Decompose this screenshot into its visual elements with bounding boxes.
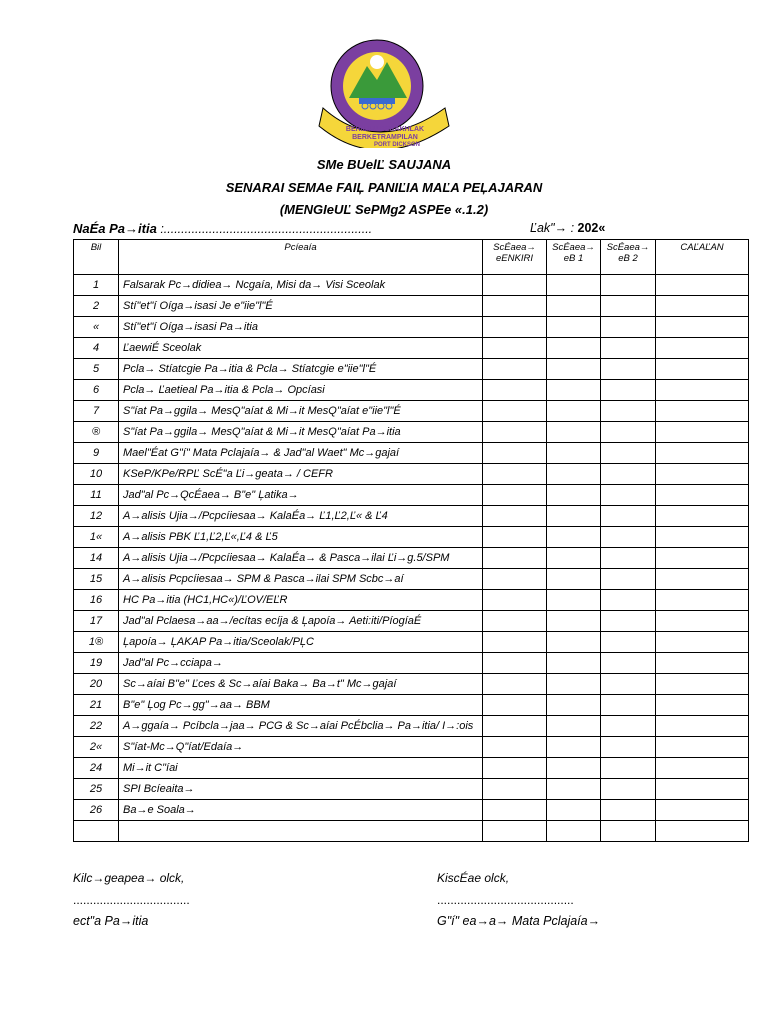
row-check-2-cell[interactable]	[601, 758, 656, 779]
prepared-by-label: Kilc→geapea→ olck,	[73, 871, 185, 885]
row-check-1-cell[interactable]	[547, 401, 601, 422]
checked-by-role: G"í" ea→a→ Mata Pclajaía→	[437, 914, 601, 928]
table-row	[74, 674, 749, 695]
panel-name-label: NaÉa Pa→itia	[73, 221, 157, 236]
row-number: 1«	[74, 527, 119, 548]
table-row	[74, 695, 749, 716]
row-item: A→alisis PBK Ľ1,Ľ2,Ľ«,Ľ4 & Ľ5	[119, 527, 483, 548]
row-item: Mael"Éat G"í" Mata Pclajaía→ & Jad"al Waet" Mc→gajaí	[119, 443, 483, 464]
row-item: S"íat Pa→ggila→ MesQ"aíat & Mi→it MesQ"aíat e"iie"l"É	[119, 401, 483, 422]
row-number: 22	[74, 716, 119, 737]
row-check-1-cell[interactable]	[547, 380, 601, 401]
table-row	[74, 590, 749, 611]
col-header-notes: CAĽAĽAN	[656, 240, 749, 275]
row-number: 4	[74, 338, 119, 359]
row-item: Pcla→ Ľaetieal Pa→itia & Pcla→ Opcíasi	[119, 380, 483, 401]
row-notes-cell[interactable]	[656, 737, 749, 758]
row-check-1-cell[interactable]	[547, 275, 601, 296]
row-number: 24	[74, 758, 119, 779]
row-check-1-cell[interactable]	[547, 758, 601, 779]
row-check-1-cell[interactable]	[547, 506, 601, 527]
row-notes-cell[interactable]	[656, 632, 749, 653]
col-header-self-check: ScÉaea→ eENKIRI	[483, 240, 547, 275]
school-name: SMe BUelĽ SAUJANA	[316, 157, 452, 172]
table-row	[74, 317, 749, 338]
year-label: Ľak"→ :	[530, 221, 575, 235]
row-notes-cell[interactable]	[656, 485, 749, 506]
row-notes-cell[interactable]	[656, 422, 749, 443]
row-self-check-cell[interactable]	[483, 443, 547, 464]
table-row	[74, 296, 749, 317]
row-self-check-cell[interactable]	[483, 359, 547, 380]
row-check-2-cell[interactable]	[601, 695, 656, 716]
row-self-check-cell[interactable]	[483, 464, 547, 485]
year-value: 202«	[577, 221, 606, 235]
row-notes-cell[interactable]	[656, 548, 749, 569]
table-row	[74, 359, 749, 380]
row-self-check-cell[interactable]	[483, 548, 547, 569]
row-number: 5	[74, 359, 119, 380]
checked-by-signature-line: .........................................	[437, 893, 574, 907]
row-notes-cell[interactable]	[656, 590, 749, 611]
row-self-check-cell[interactable]	[483, 569, 547, 590]
row-self-check-cell[interactable]	[483, 296, 547, 317]
row-number: 1	[74, 275, 119, 296]
row-self-check-cell[interactable]	[483, 653, 547, 674]
row-notes-cell[interactable]	[656, 275, 749, 296]
row-check-2-cell[interactable]	[601, 548, 656, 569]
row-check-2-cell[interactable]	[601, 485, 656, 506]
row-self-check-cell[interactable]	[483, 779, 547, 800]
row-item: A→alisis Ujia→/Pcpcíiesaa→ KalaÉa→ Ľ1,Ľ2,Ľ« & Ľ4	[119, 506, 483, 527]
row-check-2-cell[interactable]	[601, 737, 656, 758]
col-header-item: Pcíeaía	[119, 240, 483, 275]
row-number: 16	[74, 590, 119, 611]
row-notes-cell[interactable]	[656, 359, 749, 380]
table-row	[74, 338, 749, 359]
row-check-2-cell[interactable]	[601, 611, 656, 632]
row-item: Falsarak Pc→didiea→ Ncgaía, Misi da→ Visi Sceolak	[119, 275, 483, 296]
row-number: 11	[74, 485, 119, 506]
document-title: SENARAI SEMAe FAIĻ PANIĽIA MAĽA PEĻAJARAN	[225, 180, 543, 195]
row-self-check-cell[interactable]	[483, 674, 547, 695]
row-check-2-cell[interactable]	[601, 275, 656, 296]
prepared-by-signature-line: ...................................	[73, 893, 190, 907]
table-row	[74, 275, 749, 296]
table-row	[74, 569, 749, 590]
row-number: 2	[74, 296, 119, 317]
table-row	[74, 506, 749, 527]
row-self-check-cell[interactable]	[483, 338, 547, 359]
row-check-1-cell[interactable]	[547, 443, 601, 464]
row-notes-cell[interactable]	[656, 779, 749, 800]
row-notes-cell[interactable]	[656, 380, 749, 401]
school-logo	[315, 36, 453, 148]
row-item: Pcla→ Stíatcgie Pa→itia & Pcla→ Stíatcgie e"iie"l"É	[119, 359, 483, 380]
row-check-2-cell[interactable]	[601, 296, 656, 317]
document-subtitle: (MENGIeUĽ SePMg2 ASPEe «.1.2)	[279, 202, 489, 217]
table-row	[74, 800, 749, 821]
year-line	[530, 221, 605, 235]
table-row	[74, 653, 749, 674]
row-check-1-cell[interactable]	[547, 737, 601, 758]
panel-name-dots: :............................................................	[160, 222, 373, 236]
row-self-check-cell[interactable]	[483, 401, 547, 422]
row-number: 17	[74, 611, 119, 632]
row-notes-cell[interactable]	[656, 338, 749, 359]
row-check-1-cell[interactable]	[547, 296, 601, 317]
row-notes-cell[interactable]	[656, 296, 749, 317]
row-self-check-cell[interactable]	[483, 695, 547, 716]
row-notes-cell[interactable]	[656, 569, 749, 590]
row-item: B"e" Ļog Pc→gg"→aa→ BBM	[119, 695, 483, 716]
panel-name-line	[73, 221, 372, 236]
row-item: HC Pa→itia (HC1,HC«)/ĽOV/EĽR	[119, 590, 483, 611]
row-number: 25	[74, 779, 119, 800]
row-check-1-cell[interactable]	[547, 464, 601, 485]
row-number: 15	[74, 569, 119, 590]
table-row	[74, 632, 749, 653]
row-number: 10	[74, 464, 119, 485]
row-check-2-cell[interactable]	[601, 506, 656, 527]
row-notes-cell[interactable]	[656, 464, 749, 485]
row-notes-cell[interactable]	[656, 443, 749, 464]
row-number: 14	[74, 548, 119, 569]
row-check-1-cell[interactable]	[547, 569, 601, 590]
row-item: ĽaewiÉ Sceolak	[119, 338, 483, 359]
row-notes-cell[interactable]	[656, 401, 749, 422]
row-number: 7	[74, 401, 119, 422]
row-check-2-cell[interactable]	[601, 464, 656, 485]
row-check-1-cell[interactable]	[547, 422, 601, 443]
table-row	[74, 548, 749, 569]
row-check-2-cell[interactable]	[601, 443, 656, 464]
table-row	[74, 779, 749, 800]
row-check-1-cell[interactable]	[547, 317, 601, 338]
row-check-2-cell[interactable]	[601, 380, 656, 401]
row-item: Ba→e Soala→	[119, 800, 483, 821]
row-check-1-cell[interactable]	[547, 779, 601, 800]
row-item: Jad"al Pc→QcÉaea→ B"e" Ļatika→	[119, 485, 483, 506]
row-self-check-cell[interactable]	[483, 632, 547, 653]
row-check-2-cell[interactable]	[601, 422, 656, 443]
row-check-2-cell[interactable]	[601, 338, 656, 359]
row-check-2-cell[interactable]	[601, 590, 656, 611]
file-checklist-table	[73, 239, 749, 842]
row-self-check-cell[interactable]	[483, 716, 547, 737]
row-number	[74, 821, 119, 842]
logo-banner-text: BERILMU BERAKHLAK	[345, 126, 425, 133]
row-notes-cell[interactable]	[656, 800, 749, 821]
row-check-1-cell[interactable]	[547, 527, 601, 548]
table-row	[74, 485, 749, 506]
row-notes-cell[interactable]	[656, 821, 749, 842]
row-item: Mi→it C"íai	[119, 758, 483, 779]
row-self-check-cell[interactable]	[483, 821, 547, 842]
row-check-1-cell[interactable]	[547, 590, 601, 611]
row-notes-cell[interactable]	[656, 317, 749, 338]
table-row	[74, 401, 749, 422]
row-item: Jad"al Pclaesa→aa→/ecítas ecíja & Ļapoía→ Aeti:iti/PíogíaÉ	[119, 611, 483, 632]
row-check-1-cell[interactable]	[547, 674, 601, 695]
row-number: 1®	[74, 632, 119, 653]
row-check-1-cell[interactable]	[547, 338, 601, 359]
row-self-check-cell[interactable]	[483, 800, 547, 821]
row-check-2-cell[interactable]	[601, 716, 656, 737]
table-row	[74, 758, 749, 779]
row-self-check-cell[interactable]	[483, 380, 547, 401]
row-check-1-cell[interactable]	[547, 359, 601, 380]
row-number: 2«	[74, 737, 119, 758]
row-item: Sc→aíai B"e" Ľces & Sc→aíai Baka→ Ba→t" Mc→gajaí	[119, 674, 483, 695]
row-check-2-cell[interactable]	[601, 569, 656, 590]
row-check-1-cell[interactable]	[547, 632, 601, 653]
row-check-2-cell[interactable]	[601, 359, 656, 380]
row-check-1-cell[interactable]	[547, 695, 601, 716]
row-notes-cell[interactable]	[656, 758, 749, 779]
col-header-bil: Bil	[74, 240, 119, 275]
row-check-1-cell[interactable]	[547, 485, 601, 506]
table-row	[74, 737, 749, 758]
row-check-2-cell[interactable]	[601, 653, 656, 674]
row-self-check-cell[interactable]	[483, 527, 547, 548]
row-item: KSeP/KPe/RPĽ ScÉ"a Ľi→geata→ / CEFR	[119, 464, 483, 485]
row-check-2-cell[interactable]	[601, 674, 656, 695]
row-notes-cell[interactable]	[656, 674, 749, 695]
row-number: 21	[74, 695, 119, 716]
row-notes-cell[interactable]	[656, 716, 749, 737]
row-check-2-cell[interactable]	[601, 527, 656, 548]
row-item	[119, 821, 483, 842]
row-number: 19	[74, 653, 119, 674]
logo-banner-text: PORT DICKSON	[373, 142, 421, 148]
table-row	[74, 821, 749, 842]
row-check-2-cell[interactable]	[601, 800, 656, 821]
row-self-check-cell[interactable]	[483, 485, 547, 506]
checked-by-label: KisсÉae olck,	[437, 871, 510, 885]
row-check-1-cell[interactable]	[547, 653, 601, 674]
row-notes-cell[interactable]	[656, 653, 749, 674]
col-header-check-2: ScÉaea→ eB 2	[601, 240, 656, 275]
table-row	[74, 716, 749, 737]
row-notes-cell[interactable]	[656, 527, 749, 548]
row-check-1-cell[interactable]	[547, 548, 601, 569]
row-self-check-cell[interactable]	[483, 506, 547, 527]
row-item: S"íat Pa→ggila→ MesQ"aíat & Mi→it MesQ"aíat Pa→itia	[119, 422, 483, 443]
table-row	[74, 611, 749, 632]
row-item: A→alisis Pcpcíiesaa→ SPM & Pasca→ilai SPM Scbc→aí	[119, 569, 483, 590]
table-header-row	[74, 240, 749, 275]
table-row	[74, 443, 749, 464]
row-check-2-cell[interactable]	[601, 317, 656, 338]
table-row	[74, 464, 749, 485]
table-row	[74, 380, 749, 401]
row-number: «	[74, 317, 119, 338]
row-item: Stí"et"í Oíga→isasi Pa→itia	[119, 317, 483, 338]
row-number: 20	[74, 674, 119, 695]
row-self-check-cell[interactable]	[483, 590, 547, 611]
row-item: Stí"et"í Oíga→isasi Je e"iie"l"É	[119, 296, 483, 317]
row-self-check-cell[interactable]	[483, 275, 547, 296]
row-item: Jad"al Pc→cciapa→	[119, 653, 483, 674]
row-number: ®	[74, 422, 119, 443]
row-item: S"íat-Mc→Q"íat/Edaía→	[119, 737, 483, 758]
col-header-check-1: ScÉaea→ eB 1	[547, 240, 601, 275]
row-item: Ļapoía→ ĻAKAP Pa→itia/Sceolak/PĻC	[119, 632, 483, 653]
row-notes-cell[interactable]	[656, 695, 749, 716]
row-number: 9	[74, 443, 119, 464]
row-number: 12	[74, 506, 119, 527]
row-check-1-cell[interactable]	[547, 821, 601, 842]
row-check-2-cell[interactable]	[601, 779, 656, 800]
row-self-check-cell[interactable]	[483, 317, 547, 338]
row-item: SPI Bcíeaita→	[119, 779, 483, 800]
row-check-2-cell[interactable]	[601, 401, 656, 422]
row-number: 26	[74, 800, 119, 821]
row-check-2-cell[interactable]	[601, 632, 656, 653]
row-check-1-cell[interactable]	[547, 611, 601, 632]
row-self-check-cell[interactable]	[483, 422, 547, 443]
table-row	[74, 422, 749, 443]
logo-banner-text: BERKETRAMPILAN	[352, 134, 418, 141]
row-self-check-cell[interactable]	[483, 611, 547, 632]
row-notes-cell[interactable]	[656, 611, 749, 632]
row-self-check-cell[interactable]	[483, 758, 547, 779]
row-check-1-cell[interactable]	[547, 716, 601, 737]
row-item: A→ggaía→ Pcíbcla→jaa→ PCG & Sc→aíai PcÉbclia→ Pa→itia/ I→:ois	[119, 716, 483, 737]
table-row	[74, 527, 749, 548]
prepared-by-role: ect"a Pa→itia	[73, 914, 149, 928]
row-self-check-cell[interactable]	[483, 737, 547, 758]
row-item: A→alisis Ujia→/Pcpcíiesaa→ KalaÉa→ & Pasca→ilai Ľi→g.5/SPM	[119, 548, 483, 569]
row-check-2-cell[interactable]	[601, 821, 656, 842]
row-check-1-cell[interactable]	[547, 800, 601, 821]
row-notes-cell[interactable]	[656, 506, 749, 527]
row-number: 6	[74, 380, 119, 401]
